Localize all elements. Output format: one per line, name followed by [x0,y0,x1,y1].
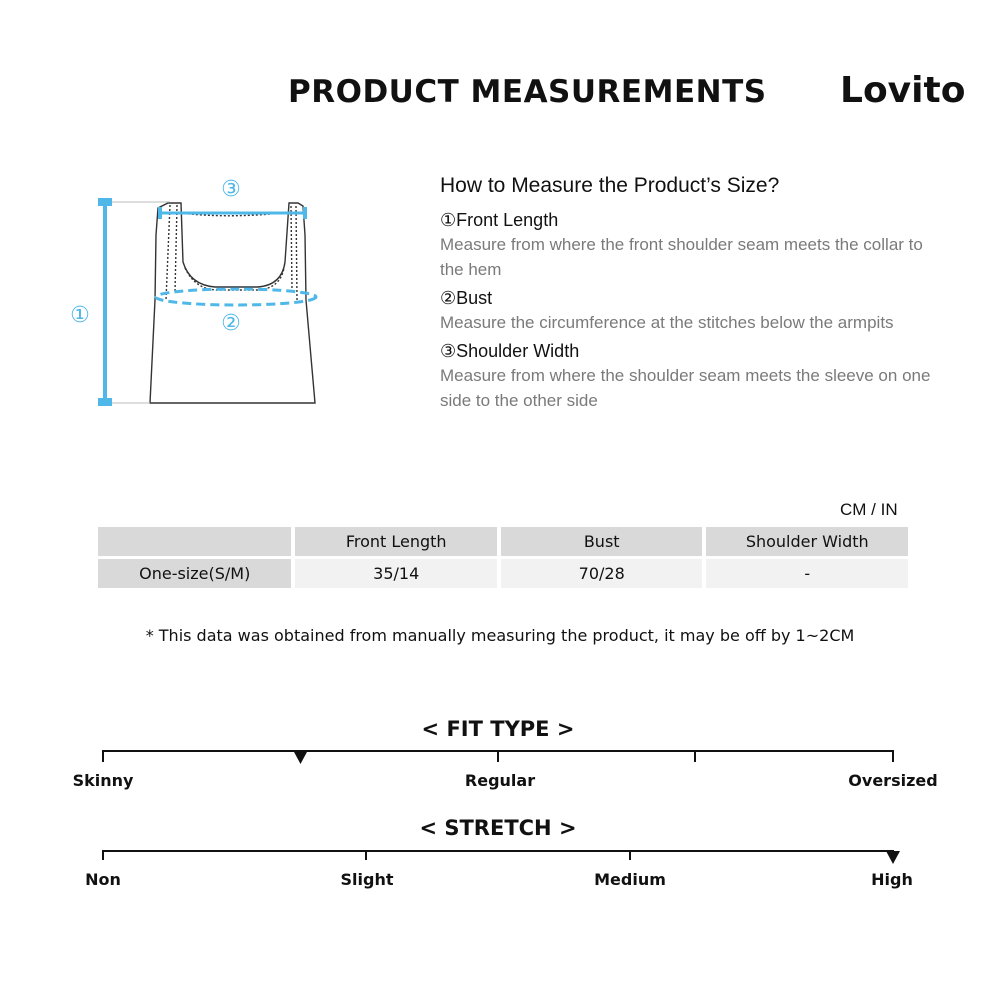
page-title: PRODUCT MEASUREMENTS [288,74,767,110]
measurement-note: * This data was obtained from manually measuring the product, it may be off by 1~2CM [145,626,855,645]
brand-logo: Lovito [840,70,966,111]
stretch-label: Non [85,870,121,889]
stretch-label: Slight [340,870,394,889]
table-cell: 35/14 [295,559,497,588]
fit-type-label: Oversized [848,771,938,790]
marker-bust: ② [221,311,241,336]
stretch-scale [103,850,893,860]
table-header-cell: Shoulder Width [706,527,908,556]
table-header-cell: Bust [501,527,703,556]
measure-description: Measure the circumference at the stitches below the armpits [440,313,894,332]
stretch-label: Medium [594,870,666,889]
table-cell: - [706,559,908,588]
fit-type-indicator-icon [294,751,308,764]
fit-type-scale [103,750,893,762]
fit-type-label: Skinny [72,771,134,790]
how-to-measure-title: How to Measure the Product’s Size? [440,174,780,197]
measure-label: ①Front Length [440,210,559,230]
fit-type-title: < FIT TYPE > [421,717,575,741]
fit-type-label: Regular [464,771,536,790]
stretch-indicator-icon [886,851,900,864]
measure-label: ②Bust [440,288,493,308]
measure-label: ③Shoulder Width [440,341,580,361]
table-cell: 70/28 [501,559,703,588]
measure-description: Measure from where the shoulder seam meets the sleeve on one side to the other side [440,366,931,410]
marker-shoulder-width: ③ [221,177,241,202]
marker-front-length: ① [70,303,90,328]
measure-description: Measure from where the front shoulder seam meets the collar to the hem [440,235,923,279]
unit-label: CM / IN [840,500,898,519]
table-row-label: One-size(S/M) [98,559,291,588]
stretch-label: High [871,870,913,889]
stretch-title: < STRETCH > [419,816,577,840]
table-header-cell: Front Length [295,527,497,556]
